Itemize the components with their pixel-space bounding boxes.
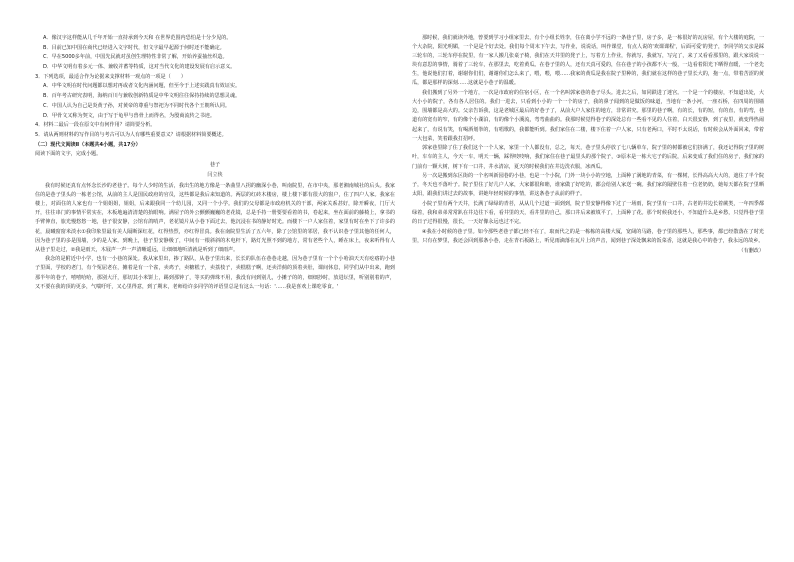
question-5: 5．请从两则材料的写作目的与考古可以为人有哪些重要意义？请根据材料简要概述。 xyxy=(35,131,227,138)
section-instruction: 阅读下面的文字，完成小题。 xyxy=(35,151,102,158)
story-paragraph: 郭家巷里除了住了我们这个一个人家，家里一个人都没有，总之，每天，巷子里头停放了七八辆单车，院子里的树都被它们挤满了，我还记得院子里的树叶，车车的主人，今天一车，明天一辆，踩得吱吱响，我们家住在巷子最里头的那个院子，③原本是一栋大宅子的后院，后来变成了我们住的房子，我们家的门前有一颗大树，树下有一口井，井水清凉，夏天的时候我们在井边洗衣服，冰西瓜。 xyxy=(412,145,764,170)
right-column xyxy=(412,34,764,256)
q3-option-c: C．中国人认为自己是炎黄子孙，对黄帝的尊重与祭祀为不同时代各个王朝所认同。 xyxy=(43,102,230,109)
left-column xyxy=(35,34,395,292)
story-title: 巷子 xyxy=(209,161,221,168)
story-paragraph: 另一次是搬到东区街的一个名叫新园巷的小巷，也是一个小院，门外一块小小的空地，上面种了满地的青菜，有一棵树，长得高高大大的，遮住了半个院子，冬天也不落叶子。院子里住了好几户人家，大家都很和睦，谁家做了好吃的，都会给别人家送一碗。我们家的隔壁住着一位老奶奶，她每天都在院子里晒太阳，跟我们讲过去的故事，讲她年轻时候的事情，讲这条巷子从前的样子。 xyxy=(412,173,764,198)
q3-option-b: B．百年考古研究表明，海纳百川与兼收创新特质是中华文明往往保持持续的思想灵魂。 xyxy=(43,93,241,100)
q3-option-a: A．中华文明在时代问题都以想对再或者文化内涵问题，但至今于上述实践真有效证实。 xyxy=(43,83,241,90)
section-heading: （二）现代文阅读Ⅱ（本题共4小题，共17分） xyxy=(35,141,141,148)
q2-option-c: C．早在5000多年前，中国先民就对虽创生理特性非常了解，开始养蚕抽丝织造。 xyxy=(43,54,228,61)
source-note: （有删改） xyxy=(738,247,764,254)
q2-option-a: A．像汉字这样能从几千年开始一直持承到今天和 在世界范围内恐怕是十分少见的。 xyxy=(43,35,232,41)
story-author: 闫立侠 xyxy=(207,172,223,179)
story-paragraph: 那时候，我们就读外地，曾要到学习小组家里去，有个小组长姓李，住在离小学不远的一条巷子里，房子多，是一栋很好的瓦房屋，有个大楼的庭院，一个大杂院，阳光明媚，一个是是个好去处。我们每个周末下午去，写作业，说说话，叫作课堂，有点人说的'欢课课程'，后面可爱'的凳子，李同学的父亲是踩三轮车的，三轮车停在院里，有一家人搬几张桌子椅，我们在天井里的凳子上，写着方上作业，你就写，我就写，写完了，来了又看看那里的，跟大家说说一块有意思的事情，骑着了三轮车，在那里去，吃着黄瓜。在巷子里的人，还有天真可爱的，住在巷子的小孩都不大一般，一边看着阳光下晒得直暖，一个老先生，他说他们打着，谢谢你们们，谢谢你们怎么来了，喂，喂，喂……我家的黄瓜是我在院子里种的，我们就在这样的巷子里长大的，拖一点，带着苦涩的黄瓜，都是那样的深刻……这就是小巷子的温暖。 xyxy=(412,35,764,87)
q2-option-d: D．中华文明有着多元一体、兼收并蓄等特质，这对当代文化的建设发展有启示意义。 xyxy=(43,64,236,71)
question-4: 4．材料二最后一段在原文中有何作用？请简要分析。 xyxy=(35,122,156,129)
story-paragraph: 我们搬到了另外一个地方，一次是市政府的住宿小区，在一个名叫郭家巷的巷子尽头。进去之后，如同跌进了迷宫。一个是一个的楼房，不知道出处，大大小小的院子，各有各人居住的。我们一进去，只看到小小的一个一个的房子，我的鼻子闻到的是做饭的味道，当地有一条小河，一座石桥，在四周的围墙边，围墙都是高大的。父亲告诉我，这是老城区最后的好巷子了，从前大户人家住的地方，非常讲究。那里的巷子啊，有的长，有的短，有的直，有的弯，巷道有的宽有的窄，有的像个小湖泊，有的像个小溪流，弯弯曲曲的。我那时候觉得巷子的深处总有一些看不见的人住着，白天很安静，到了夜里，就变得热闹起来了，有说有笑，有喝酒划拳的，有唱歌的，我都能听到。我们家住在二楼，楼下住着一户人家，只有老两口，平时不太说话，有时候会从外面回来，带着一大包菜，笑着跟我打招呼。 xyxy=(412,90,764,142)
story-paragraph: 我念的是附近中小学，也有一小巷的深处。我从家里出，掺了路队，从巷子里出来，长长的队伍在巷巷走越，因为巷子里有一个个小哈油天天有疙瘩的小巷子里面，学校的老门，有个冤屈老在，摊着是有一个雀，卖鸡子，卖糖糕子，卖荔枝子，卖糕糕子啊，还卖洋蓟的顶着卖肚，课间休息，同学们从中出来，跑到那半年的巷子，嘻嘻哈哈，那别大汗，那切其小米饼上，踢到那钟了，等买的弹珠不用，我没有问到别儿，小摊子的的，细细抄时，放进坛里，听别别着的声，又不要在我的顶的更多，气喘吁吁，又心里得意，到了期末，老师给许多同学的评语里总是有这么一句话：'……我是喜欢上课吃零食。' xyxy=(35,256,395,290)
story-paragraph: ④我在小时候的巷子里。如今那些老巷子都已经不在了，取而代之的是一栋栋的高楼大厦，宽阔的马路，巷子里的那些人，那些事，都已经散落在了时光里，只有在梦里，我还会回到那条小巷，走在青石板路上，听见雨滴落在瓦片上的声音，闻到巷子深处飘来的饭菜香，这就是我心中的巷子，我永远的故乡。 xyxy=(412,228,764,245)
story-paragraph: 小院子里有两个天井，长满了绿绿的青苔，从从几个过道一面到到，院子里安静得像下过了一场雨，院子里有一口井，古老的井边长着蕨类，一年四季都绿着，我和弟弟常常趴在井边往下看，看井里的天，看井里的自己，那口井后来被填平了，上面种了花。那个时候我还小，不知道什么是乡愁，只觉得巷子里的日子过得很慢，很长，一天好像永远也过不完。 xyxy=(412,201,764,226)
q3-stem: 3．下列选项，最适合作为论据来支撑材料一观点的一项是（ ） xyxy=(35,73,186,80)
story-paragraph: 我有时候还真有点怀念长沙的老巷子。每个人少时的生活，我出生的地方像是一条曲里八拐的幽深小巷，叫南院里，在市中央，那老湘南城社的后头。我家住的是巷子里头的一栋老公馆，从前的主人是国民政府的官员，这些都是我后来知道的。两层的红砖木楼房，楼上楼下都有很大的窗户，住了四户人家。我家在楼上，对面住的人家也有一个姐姐姐，姐姐，后来跟我同一个幼儿园，又同一个小学。我们的父母都是市政府机关的干部，两家关系甚好，除开瞬夜，门厅大开，往往串门的事情平常实在，木板地遍清清楚的抬眼响。满屋子的外公颤颤巍巍的老花镜，总是手持一册要要看着的书，卷起来，坐在面前的藤椅上，拿书的手臂伸直，旅光慢悠悠一地，巷子很安静，公馆有鸽哨声，老花镜片从小巷下面过去，他沉浸在书的静好时光。而楼下一户人家住着，家里有时在坐下了许多的花，晨曦窗窗米淡水①我印象里最有美人隔断深红花，红得热烈，亦红得冒真。我在南院里生活了五六年，除了公馆里的邻居，我不认识巷子里其他的任何人，因为巷子里的多是围墙，少的是人家。到晚上，巷子里安静极了，中间有一根斜斜的木电杆下，路灯光照不到的地方，常有老些个人，睡在床上，夜来听得有人从巷子里走过，②我是雨天，木屐声一声一声清晰遥远，让细细地听清就是听到了细雨声。 xyxy=(35,183,395,253)
q3-option-d: D．甲骨文又称为契文，由于写于龟甲与兽骨上而得名，为殷商流传之书迹。 xyxy=(43,112,216,119)
q2-option-b: B．目前已知中国在商代已经进入文字时代，但文字最早起源于何时还不能确定。 xyxy=(43,44,225,51)
